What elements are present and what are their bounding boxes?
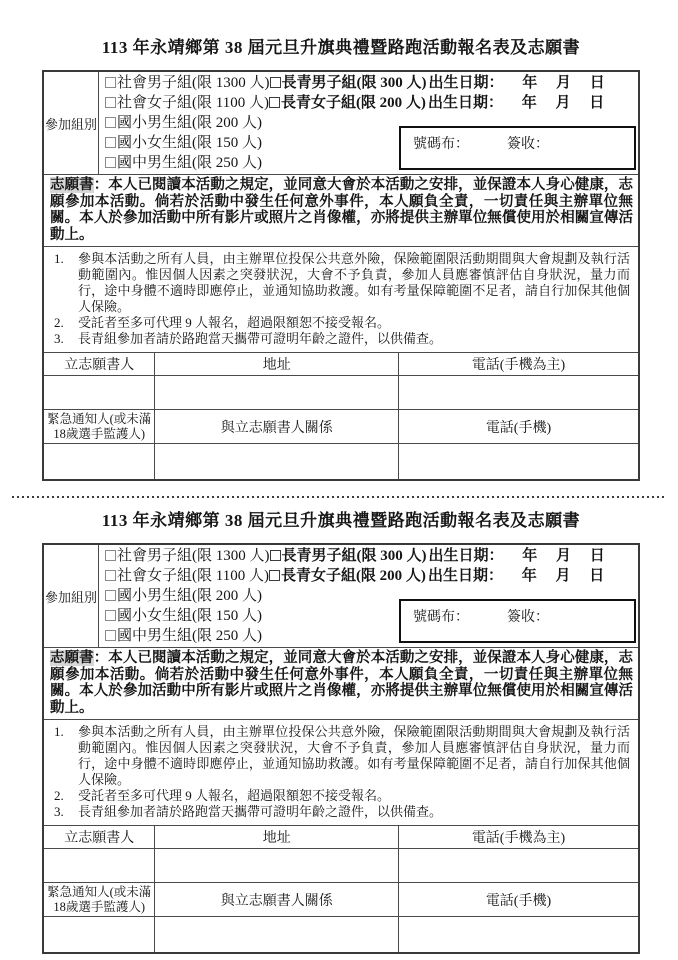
note-item	[44, 251, 630, 315]
volunteer-name-header: 立志願書人	[64, 358, 135, 373]
note-item	[44, 724, 630, 788]
notes-section	[44, 247, 638, 353]
note-number: 2.	[54, 788, 64, 803]
relationship-label: 與立志願書人關係	[154, 409, 398, 443]
pledge-text: ：本人已閱讀本活動之規定，並同意大會於本活動之安排，並保證本人身心健康，志願參加本活動。倘若於活動中發生任何意外事件，本人願負全責，一切責任與主辦單位無關。本人於參加活動中所有影片或照片之肖像權，亦將提供主辦單位無償使用於相關宣傳活動上。	[50, 177, 634, 243]
bib-number-label: 號碼布：	[413, 610, 469, 625]
note-text: 受託者至多可代理 9 人報名，超過限額恕不接受報名。	[78, 788, 391, 803]
participation-group-row	[44, 545, 638, 648]
note-text: 參與本活動之所有人員，由主辦單位投保公共意外險，保險範圍限活動期間與大會規劃及執行活動範圍內。惟因個人因素之突發狀況，大會不予負責，參加人員應審慎評估自身狀況，量力而行，途中身體不適時即應停止，並通知協助救護。如有考量保障範圍不足者，請自行加保其他個人保險。	[78, 724, 630, 787]
form-copy-top	[42, 38, 640, 481]
signature-receipt-label: 簽收：	[507, 610, 549, 625]
note-item	[44, 788, 630, 804]
contact-table	[44, 353, 638, 479]
group-option-label: 國小男生組(限 200 人)	[117, 588, 262, 604]
phone-input-cell[interactable]	[398, 848, 638, 882]
note-text: 受託者至多可代理 9 人報名，超過限額恕不接受報名。	[78, 315, 391, 330]
pledge-section	[44, 648, 638, 720]
form-title: 113 年永靖鄉第 38 屆元旦升旗典禮暨路跑活動報名表及志願書	[101, 38, 581, 57]
pledge-section	[44, 175, 638, 247]
checkbox-icon[interactable]	[105, 610, 116, 621]
group-category-label: 參加組別	[44, 72, 99, 174]
dotted-cut-line	[12, 495, 666, 498]
note-item	[44, 331, 630, 347]
emergency-phone-input-cell[interactable]	[398, 916, 638, 952]
group-option-label: 社會女子組(限 1100 人)	[117, 568, 269, 584]
checkbox-icon[interactable]	[269, 97, 280, 108]
checkbox-icon[interactable]	[105, 77, 116, 88]
emergency-contact-input-cell[interactable]	[44, 916, 154, 952]
group-option-label: 國小女生組(限 150 人)	[117, 135, 262, 151]
group-category-label: 參加組別	[44, 545, 99, 647]
note-item	[44, 804, 630, 820]
group-option-label: 長青男子組(限 300 人)	[281, 548, 427, 564]
emergency-contact-input-cell[interactable]	[44, 443, 154, 479]
group-options-cell	[99, 545, 638, 647]
checkbox-icon[interactable]	[105, 590, 116, 601]
group-option-label: 國中男生組(限 250 人)	[117, 628, 262, 644]
participation-group-row	[44, 72, 638, 175]
group-option-line	[105, 566, 634, 586]
notes-section	[44, 720, 638, 826]
checkbox-icon[interactable]	[270, 550, 281, 561]
note-text: 參與本活動之所有人員，由主辦單位投保公共意外險，保險範圍限活動期間與大會規劃及執行活動範圍內。惟因個人因素之突發狀況，大會不予負責，參加人員應審慎評估自身狀況，量力而行，途中身體不適時即應停止，並通知協助救護。如有考量保障範圍不足者，請自行加保其他個人保險。	[78, 251, 630, 314]
registration-form-table	[42, 70, 640, 481]
form-title: 113 年永靖鄉第 38 屆元旦升旗典禮暨路跑活動報名表及志願書	[101, 511, 581, 530]
checkbox-icon[interactable]	[105, 630, 116, 641]
checkbox-icon[interactable]	[269, 570, 280, 581]
birth-date-label: 出生日期： 年 月 日	[428, 548, 605, 564]
emergency-contact-label: 緊急通知人(或未滿18歲選手監護人)	[44, 409, 154, 443]
registration-form-table	[42, 543, 640, 954]
birth-date-label: 出生日期： 年 月 日	[427, 568, 605, 584]
group-option-label: 國中男生組(限 250 人)	[117, 155, 262, 171]
contact-table	[44, 826, 638, 952]
address-input-cell[interactable]	[154, 375, 398, 409]
emergency-phone-label: 電話(手機)	[398, 409, 638, 443]
bib-number-box	[399, 126, 636, 170]
group-option-label: 社會女子組(限 1100 人)	[117, 95, 269, 111]
address-header: 地址	[154, 826, 398, 848]
pledge-title: 志願書	[50, 650, 94, 666]
relationship-input-cell[interactable]	[154, 916, 398, 952]
note-text: 長青組參加者請於路跑當天攜帶可證明年齡之證件，以供備查。	[78, 331, 443, 346]
pledge-title: 志願書	[50, 177, 94, 193]
note-number: 2.	[54, 315, 64, 330]
bib-number-label: 號碼布：	[413, 137, 469, 152]
volunteer-name-input-cell[interactable]	[44, 375, 154, 409]
emergency-phone-input-cell[interactable]	[398, 443, 638, 479]
signature-receipt-label: 簽收：	[507, 137, 549, 152]
checkbox-icon[interactable]	[105, 97, 116, 108]
group-option-line	[105, 93, 634, 113]
pledge-text: ：本人已閱讀本活動之規定，並同意大會於本活動之安排，並保證本人身心健康，志願參加本活動。倘若於活動中發生任何意外事件，本人願負全責，一切責任與主辦單位無關。本人於參加活動中所有影片或照片之肖像權，亦將提供主辦單位無償使用於相關宣傳活動上。	[50, 650, 634, 716]
relationship-input-cell[interactable]	[154, 443, 398, 479]
relationship-label: 與立志願書人關係	[154, 882, 398, 916]
emergency-phone-label: 電話(手機)	[398, 882, 638, 916]
note-number: 1.	[54, 251, 64, 266]
group-option-label: 長青女子組(限 200 人)	[280, 95, 426, 111]
birth-date-label: 出生日期： 年 月 日	[427, 95, 605, 111]
group-option-line	[105, 73, 634, 93]
note-item	[44, 315, 630, 331]
group-option-label: 長青女子組(限 200 人)	[280, 568, 426, 584]
volunteer-name-header: 立志願書人	[64, 831, 135, 846]
group-option-label: 國小男生組(限 200 人)	[117, 115, 262, 131]
checkbox-icon[interactable]	[105, 157, 116, 168]
group-option-label: 國小女生組(限 150 人)	[117, 608, 262, 624]
checkbox-icon[interactable]	[105, 550, 116, 561]
group-option-label: 社會男子組(限 1300 人)	[117, 548, 270, 564]
group-option-line	[105, 546, 634, 566]
address-input-cell[interactable]	[154, 848, 398, 882]
bib-number-box	[399, 599, 636, 643]
phone-input-cell[interactable]	[398, 375, 638, 409]
group-options-cell	[99, 72, 638, 174]
address-header: 地址	[154, 353, 398, 375]
note-text: 長青組參加者請於路跑當天攜帶可證明年齡之證件，以供備查。	[78, 804, 443, 819]
form-copy-bottom	[42, 511, 640, 954]
group-option-label: 長青男子組(限 300 人)	[281, 75, 427, 91]
checkbox-icon[interactable]	[105, 570, 116, 581]
note-number: 3.	[54, 804, 64, 819]
note-number: 3.	[54, 331, 64, 346]
checkbox-icon[interactable]	[270, 77, 281, 88]
checkbox-icon[interactable]	[105, 117, 116, 128]
phone-header: 電話(手機為主)	[398, 353, 638, 375]
note-number: 1.	[54, 724, 64, 739]
phone-header: 電話(手機為主)	[398, 826, 638, 848]
volunteer-name-input-cell[interactable]	[44, 848, 154, 882]
emergency-contact-label: 緊急通知人(或未滿18歲選手監護人)	[44, 882, 154, 916]
birth-date-label: 出生日期： 年 月 日	[428, 75, 605, 91]
group-option-label: 社會男子組(限 1300 人)	[117, 75, 270, 91]
checkbox-icon[interactable]	[105, 137, 116, 148]
